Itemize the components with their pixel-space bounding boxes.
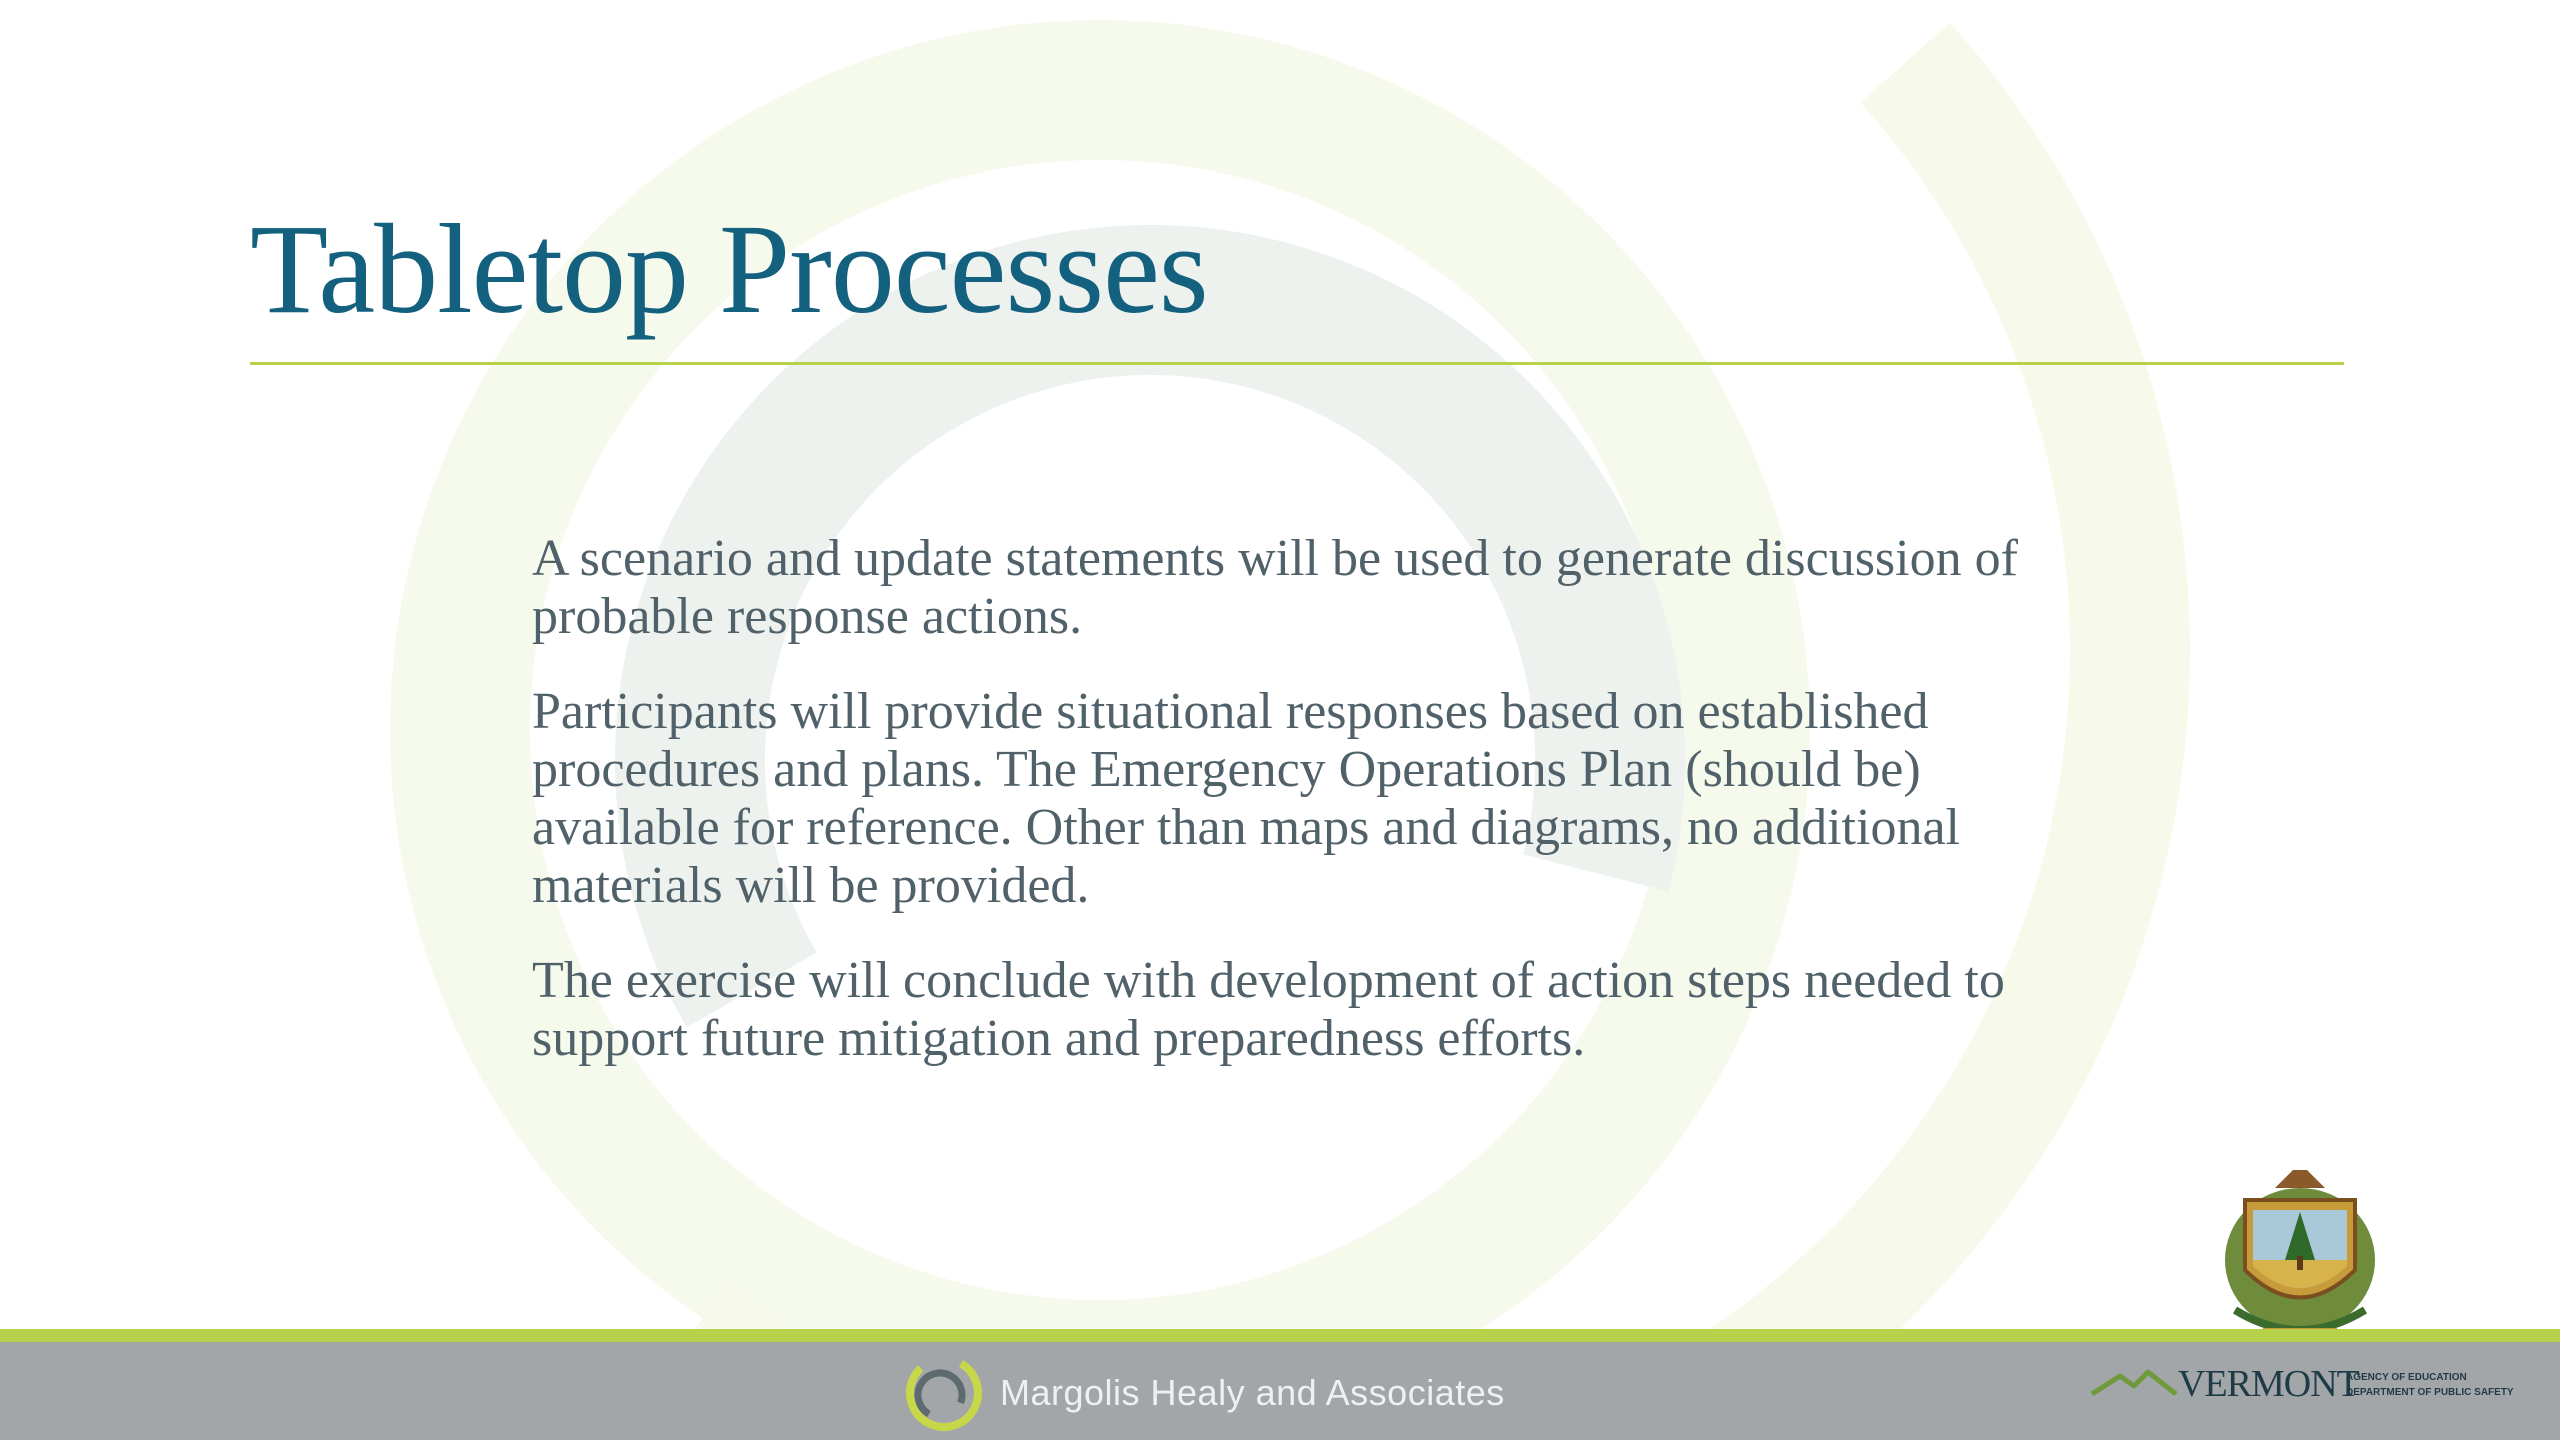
body-paragraph: Participants will provide situational responses based on established procedures and plans. The Emergency Operations Plan (should be) available for reference. Other than maps and diagrams, no additional materials will be provided. [532,683,1960,914]
agency-names [2346,1370,2546,1400]
vermont-mountain-icon [2090,1368,2178,1398]
vermont-state-seal-icon [2215,1160,2385,1350]
agency-line: AGENCY OF EDUCATION [2346,1372,2467,1383]
slide-body [532,530,2072,1105]
body-paragraph: The exercise will conclude with development of action steps needed to support future mitigation and preparedness efforts. [532,952,2005,1067]
slide-title: Tabletop Processes [250,198,1208,340]
company-name: Margolis Healy and Associates [1000,1372,1505,1413]
agency-line: DEPARTMENT OF PUBLIC SAFETY [2346,1387,2514,1398]
title-underline [250,362,2344,365]
body-paragraph: A scenario and update statements will be used to generate discussion of probable response actions. [532,530,2018,645]
vermont-wordmark: VERMONT [2178,1363,2359,1405]
margolis-healy-logo-icon [900,1345,992,1437]
footer-accent-stripe [0,1329,2560,1342]
